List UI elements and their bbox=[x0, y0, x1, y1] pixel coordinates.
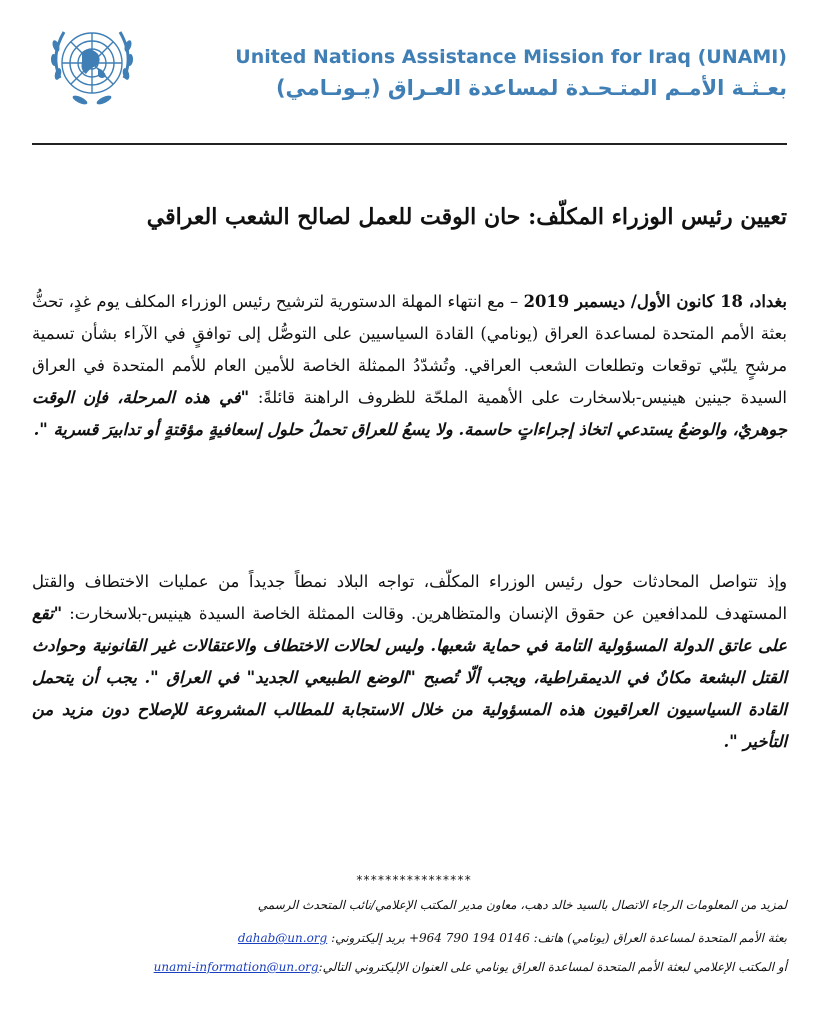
contact-line-2 bbox=[30, 931, 787, 945]
info-office-text: أو المكتب الإعلامي لبعثة الأمم المتحدة لمساعدة العراق يونامي على العنوان الإليكتروني التالي: bbox=[318, 960, 787, 974]
dateline: بغداد، 18 كانون الأول/ ديسمبر 2019 bbox=[523, 292, 787, 311]
paragraph-1-body: – مع انتهاء المهلة الدستورية لترشيح رئيس الوزراء المكلف يوم غدٍ، تحثُّ بعثة الأمم المتحدة لمساعدة العراق (يونامي) القادة السياسيين على التوصُّل إلى توافقٍ في الآراء بشأن تسمية مرشحٍ يلبّي توقعات وتطلعات الشعب العراقي. وتُشدّدُ الممثلة الخاصة للأمين العام للأمم المتحدة في العراق السيدة جينين هينيس-بلاسخارت على الأهمية الملحّة للظروف الراهنة قائلةً: bbox=[32, 292, 787, 407]
contact-line-1: لمزيد من المعلومات الرجاء الاتصال بالسيد خالد دهب، معاون مدير المكتب الإعلامي/نائب المتحدث الرسمي bbox=[257, 898, 787, 912]
paragraph-1-quote: "في هذه المرحلة، فإن الوقت جوهريٌ، والوضعُ يستدعي اتخاذ إجراءاتٍ حاسمة. ولا يسعُ للعراق تحملُ حلول إسعافيةٍ مؤقتةٍ أو تدابيرَ قسرية ". bbox=[32, 388, 787, 439]
paragraph-2 bbox=[32, 566, 787, 758]
org-name-arabic: بعـثـة الأمـم المتـحـدة لمساعدة العـراق (يـونـامي) bbox=[275, 76, 787, 100]
un-emblem-logo bbox=[42, 16, 142, 116]
paragraph-1 bbox=[32, 286, 787, 446]
contact-line-3 bbox=[30, 960, 787, 974]
contact-phone-text: بعثة الأمم المتحدة لمساعدة العراق (يونامي) هاتف: 0146 194 790 964+ بريد إليكتروني: bbox=[331, 931, 787, 945]
email-link-dahab[interactable]: dahab@un.org bbox=[237, 931, 328, 945]
email-link-unami-information[interactable]: unami-information@un.org bbox=[153, 960, 319, 974]
header-divider bbox=[32, 143, 787, 145]
paragraph-2-body: وإذ تتواصل المحادثات حول رئيس الوزراء المكلّف، تواجه البلاد نمطاً جديداً من عمليات الاختطاف والقتل المستهدف للمدافعين عن حقوق الإنسان والمتظاهرين. وقالت الممثلة الخاصة السيدة هينيس-بلاسخارت: bbox=[32, 572, 787, 623]
press-release-title: تعيين رئيس الوزراء المكلّف: حان الوقت للعمل لصالح الشعب العراقي bbox=[146, 204, 787, 230]
paragraph-2-quote: "تقع على عاتق الدولة المسؤولية التامة في حماية شعبها. وليس لحالات الاختطاف والاعتقالات غير القانونية وحوادث القتل البشعة مكانٌ في الديمقراطية، ويجب ألّا تُصبح "الوضع الطبيعي الجديد" في العراق ". يجب أن يتحمل القادة السياسيون العراقيون هذه المسؤولية من خلال الاستجابة للمطالب المشروعة للإصلاح دون مزيد من التأخير ". bbox=[32, 604, 787, 751]
separator-stars: **************** bbox=[355, 873, 472, 887]
org-name-english: United Nations Assistance Mission for Iraq (UNAMI) bbox=[235, 46, 787, 68]
